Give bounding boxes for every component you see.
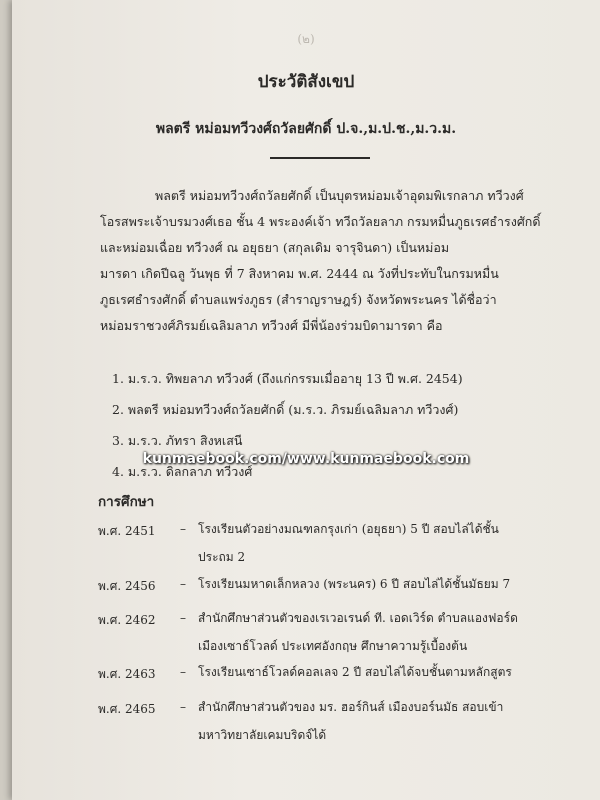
biography-line: หม่อมราชวงศ์ภิรมย์เฉลิมลาภ ทวีวงศ์ มีพี่น้องร่วมบิดามารดา คือ <box>100 318 443 333</box>
biography-line: โอรสพระเจ้าบรมวงศ์เธอ ชั้น 4 พระองค์เจ้า ทวีถวัลยลาภ กรมหมื่นภูธเรศธำรงศักดิ์ <box>100 214 541 229</box>
education-dash: – <box>180 665 186 679</box>
education-dash: – <box>180 611 186 625</box>
education-line: โรงเรียนมหาดเล็กหลวง (พระนคร) 6 ปี สอบไล่ได้ชั้นมัธยม 7 <box>198 577 511 591</box>
siblings-list <box>112 369 582 493</box>
sibling-item: 4. ม.ร.ว. ดิลกลาภ ทวีวงศ์ <box>112 464 253 479</box>
education-line: โรงเรียนเซาธ์โวลด์คอลเลจ 2 ปี สอบไล่ได้จบชั้นตามหลักสูตร <box>198 665 512 679</box>
education-year: พ.ศ. 2451 <box>98 524 156 538</box>
biography-paragraph <box>100 183 565 339</box>
education-line: เมืองเซาธ์โวลด์ ประเทศอังกฤษ ศึกษาความรู้เบื้องต้น <box>198 639 468 653</box>
sibling-item: 1. ม.ร.ว. ทิพยลาภ ทวีวงศ์ (ถึงแก่กรรมเมื่ออายุ 13 ปี พ.ศ. 2454) <box>112 371 463 386</box>
education-year: พ.ศ. 2463 <box>98 667 156 681</box>
biography-line: มารดา เกิดปีฉลู วันพุธ ที่ 7 สิงหาคม พ.ศ. 2444 ณ วังที่ประทับในกรมหมื่น <box>100 266 499 281</box>
page-number: (๒) <box>297 32 315 46</box>
education-dash: – <box>180 700 186 714</box>
page-title: ประวัติสังเขป <box>257 72 355 92</box>
education-heading: การศึกษา <box>98 494 155 510</box>
education-description <box>198 658 578 686</box>
page-subtitle: พลตรี หม่อมทวีวงศ์ถวัลยศักดิ์ ป.จ.,ม.ป.ช.,ม.ว.ม. <box>155 121 457 137</box>
education-dash: – <box>180 577 186 591</box>
education-description <box>198 604 578 660</box>
sibling-item: 3. ม.ร.ว. ภัทรา สิงหเสนี <box>112 433 243 448</box>
education-line: ประถม 2 <box>198 550 246 564</box>
title-divider <box>270 157 370 159</box>
biography-line: พลตรี หม่อมทวีวงศ์ถวัลยศักดิ์ เป็นบุตรหม่อมเจ้าอุดมพิเรกลาภ ทวีวงศ์ <box>155 188 524 203</box>
biography-line: และหม่อมเฉื่อย ทวีวงศ์ ณ อยุธยา (สกุลเดิม จารุจินดา) เป็นหม่อม <box>100 240 450 255</box>
education-dash: – <box>180 522 186 536</box>
education-description <box>198 515 578 571</box>
education-year: พ.ศ. 2462 <box>98 613 156 627</box>
education-line: มหาวิทยาลัยเคมบริดจ์ได้ <box>198 728 327 742</box>
education-year: พ.ศ. 2456 <box>98 579 156 593</box>
education-line: สำนักศึกษาส่วนตัวของเรเวอเรนด์ ที. เอดเวิร์ด ตำบลแองฟอร์ด <box>198 611 518 625</box>
education-line: สำนักศึกษาส่วนตัวของ มร. ฮอร์กินส์ เมืองบอร์นมัธ สอบเข้า <box>198 700 504 714</box>
biography-line: ภูธเรศธำรงศักดิ์ ตำบลแพร่งภูธร (สำราญราษฎร์) จังหวัดพระนคร ได้ชื่อว่า <box>100 292 497 307</box>
sibling-item: 2. พลตรี หม่อมทวีวงศ์ถวัลยศักดิ์ (ม.ร.ว. ภิรมย์เฉลิมลาภ ทวีวงศ์) <box>112 402 459 417</box>
education-line: โรงเรียนตัวอย่างมณฑลกรุงเก่า (อยุธยา) 5 ปี สอบไล่ได้ชั้น <box>198 522 499 536</box>
document-page <box>12 0 600 800</box>
education-year: พ.ศ. 2465 <box>98 702 156 716</box>
education-description <box>198 570 578 598</box>
education-description <box>198 693 578 749</box>
watermark: kunmaebook.com/www.kunmaebook.com <box>142 451 470 467</box>
